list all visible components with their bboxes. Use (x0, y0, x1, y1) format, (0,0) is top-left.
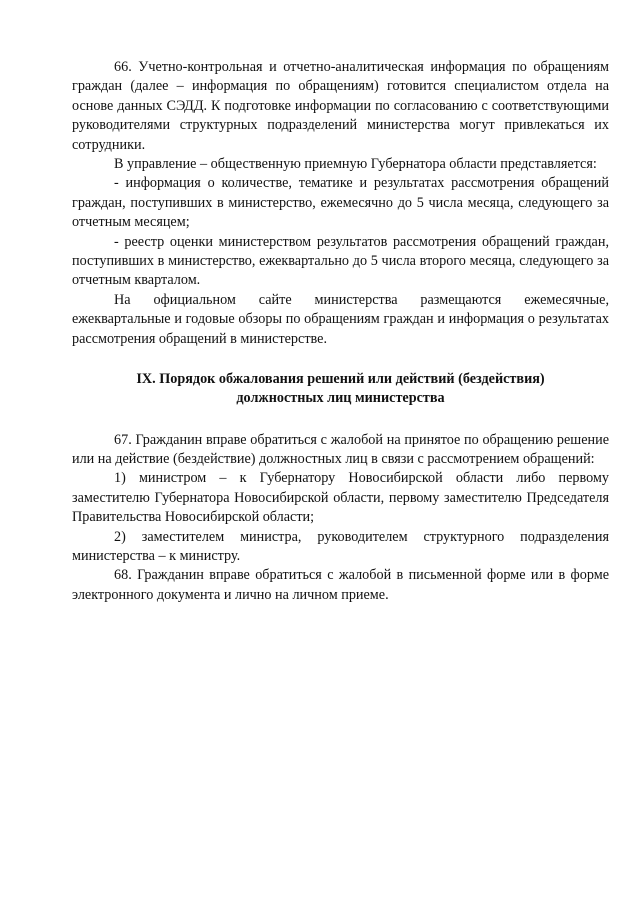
paragraph-66: 66. Учетно-контрольная и отчетно-аналитическая информация по обращениям граждан (далее – информация по обращениям) готовится специалистом отдела на основе данных СЭДД. К подготовке информации по согласованию с соответствующими руководителями структурных подразделений министерства могут привлекаться их сотрудники. (72, 59, 609, 153)
paragraph-67: 67. Гражданин вправе обратиться с жалобой на принятое по обращению решение или на действие (бездействие) должностных лиц в связи с рассмотрением обращений: (72, 431, 609, 467)
list-item-information: - информация о количестве, тематике и результатах рассмотрения обращений граждан, поступивших в министерство, ежемесячно до 5 числа месяца, следующего за отчетным месяцем; (72, 175, 609, 231)
list-item-2: 2) заместителем министра, руководителем структурного подразделения министерства – к министру. (72, 528, 609, 564)
list-item-1: 1) министром – к Губернатору Новосибирской области либо первому заместителю Губернатора Новосибирской области, первому заместителю Председателя Правительства Новосибирской области; (72, 470, 609, 526)
section-ix-heading-line1: IX. Порядок обжалования решений или действий (бездействия) (136, 371, 545, 388)
list-item-registry: - реестр оценки министерством результатов рассмотрения обращений граждан, поступивших в министерство, ежеквартально до 5 числа второго месяца, следующего за отчетным кварталом. (72, 233, 609, 289)
section-ix-heading-line2: должностных лиц министерства (236, 390, 445, 407)
paragraph-68: 68. Гражданин вправе обратиться с жалобой в письменной форме или в форме электронного документа и лично на личном приеме. (72, 567, 609, 603)
section-ix-heading (72, 370, 609, 408)
paragraph-website: На официальном сайте министерства размещаются ежемесячные, ежеквартальные и годовые обзоры по обращениям граждан и информация о результатах рассмотрения обращений в министерстве. (72, 291, 609, 347)
document-page (72, 58, 609, 605)
paragraph-governor-reception: В управление – общественную приемную Губернатора области представляется: (114, 156, 597, 173)
